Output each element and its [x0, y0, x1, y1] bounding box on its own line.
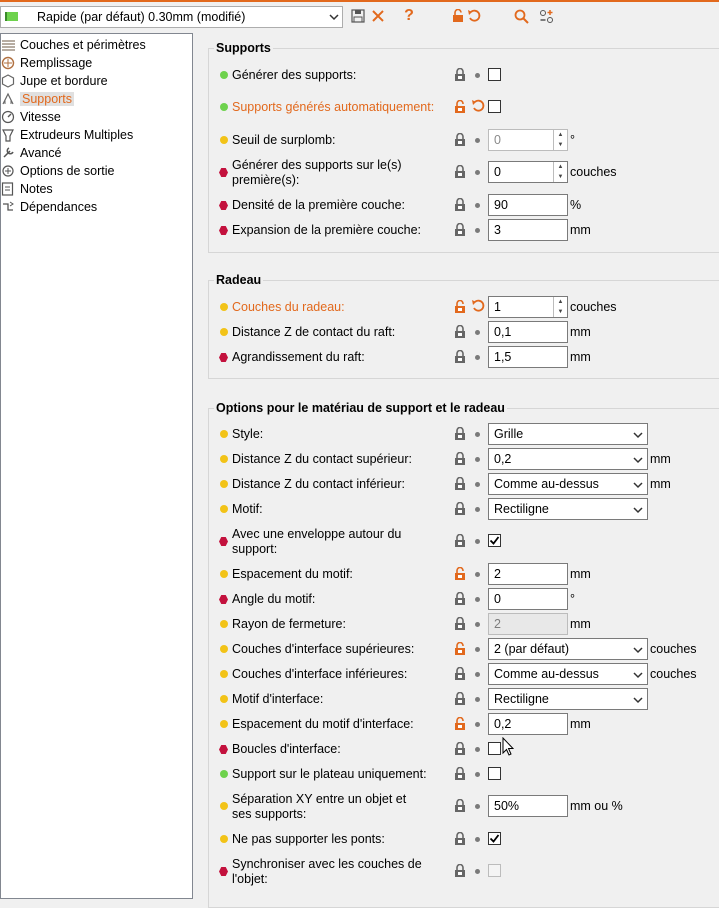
setting-label: Synchroniser avec les couches de l'objet:: [232, 857, 422, 886]
mode-red-dot-icon: [219, 201, 228, 210]
setting-row: [198, 638, 719, 660]
chevron-down-icon: [633, 695, 643, 705]
spin-down-icon[interactable]: ▼: [557, 309, 564, 315]
lock-icon[interactable]: [453, 223, 467, 237]
system-value-dot-icon: [475, 539, 480, 544]
system-value-dot-icon: [475, 228, 480, 233]
sidebar-item-advanced[interactable]: [1, 144, 61, 162]
setting-label: Motif d'interface:: [232, 692, 324, 706]
setting-text-input[interactable]: 2: [488, 563, 568, 585]
lock-icon[interactable]: [453, 667, 467, 681]
setting-label: Distance Z du contact supérieur:: [232, 452, 412, 466]
mode-yellow-dot-icon: [220, 645, 228, 653]
sidebar-item-output-options[interactable]: [1, 162, 115, 180]
system-value-dot-icon: [475, 203, 480, 208]
setting-label: Densité de la première couche:: [232, 198, 406, 212]
sidebar-item-label: Extrudeurs Multiples: [20, 128, 134, 142]
setting-row: [198, 321, 719, 343]
sidebar-item-label: Vitesse: [20, 110, 61, 124]
wrench-icon: [1, 146, 16, 161]
unlocked-icon[interactable]: [453, 642, 467, 656]
setting-combo-value: 0,2: [494, 452, 512, 466]
settings-category-tree: [0, 33, 193, 899]
spin-buttons[interactable]: [553, 130, 567, 150]
setting-checkbox[interactable]: [488, 534, 501, 547]
setting-label: Couches du radeau:: [232, 300, 345, 314]
setting-checkbox[interactable]: [488, 68, 501, 81]
unlocked-icon[interactable]: [453, 100, 467, 114]
lock-icon[interactable]: [453, 592, 467, 606]
mode-yellow-dot-icon: [220, 328, 228, 336]
mode-yellow-dot-icon: [220, 505, 228, 513]
system-value-dot-icon: [475, 432, 480, 437]
sidebar-item-notes[interactable]: [1, 180, 53, 198]
setting-unit: couches: [570, 300, 617, 314]
lock-icon[interactable]: [453, 165, 467, 179]
mode-yellow-dot-icon: [220, 802, 228, 810]
lock-icon[interactable]: [453, 325, 467, 339]
chevron-down-icon: [633, 670, 643, 680]
setting-label: Avec une enveloppe autour du support:: [232, 527, 402, 556]
setting-row: [198, 96, 719, 118]
system-value-dot-icon: [475, 647, 480, 652]
spin-up-icon[interactable]: ▲: [557, 164, 564, 170]
system-value-dot-icon: [475, 138, 480, 143]
support-icon: [1, 92, 16, 107]
checkmark-icon: [489, 535, 500, 546]
setting-row: [198, 857, 719, 886]
setting-row: [198, 792, 719, 821]
setting-row: [198, 158, 719, 187]
setting-unit: mm: [570, 717, 591, 731]
setting-row: [198, 613, 719, 635]
setting-label: Seuil de surplomb:: [232, 133, 336, 147]
mode-yellow-dot-icon: [220, 670, 228, 678]
system-value-dot-icon: [475, 722, 480, 727]
setting-unit: mm: [570, 350, 591, 364]
lock-icon[interactable]: [453, 799, 467, 813]
setting-label: Distance Z de contact du raft:: [232, 325, 396, 339]
setting-row: [198, 688, 719, 710]
system-value-dot-icon: [475, 672, 480, 677]
setting-spin-value: 1: [494, 300, 501, 314]
setting-unit: couches: [650, 642, 697, 656]
system-value-dot-icon: [475, 572, 480, 577]
setting-row: [198, 194, 719, 216]
system-value-dot-icon: [475, 747, 480, 752]
spin-up-icon[interactable]: ▲: [557, 132, 564, 138]
setting-label: Ne pas supporter les ponts:: [232, 832, 385, 846]
group-title-supports: Supports: [216, 41, 271, 55]
setting-label: Rayon de fermeture:: [232, 617, 346, 631]
chevron-down-icon: [633, 505, 643, 515]
extruder-icon: [1, 128, 16, 143]
lock-icon[interactable]: [453, 767, 467, 781]
sidebar-item-label: Avancé: [20, 146, 62, 160]
setting-checkbox[interactable]: [488, 832, 501, 845]
setting-text-input: 2: [488, 613, 568, 635]
sidebar-item-label: Options de sortie: [20, 164, 115, 178]
system-value-dot-icon: [475, 507, 480, 512]
spin-down-icon[interactable]: ▼: [557, 142, 564, 148]
unlocked-icon[interactable]: [453, 300, 467, 314]
mode-red-dot-icon: [219, 226, 228, 235]
setting-unit: mm: [650, 452, 671, 466]
lock-icon[interactable]: [453, 832, 467, 846]
setting-checkbox: [488, 864, 501, 877]
setting-label: Supports générés automatiquement:: [232, 100, 435, 114]
setting-combo-value: 2 (par défaut): [494, 642, 570, 656]
undo-icon[interactable]: [471, 299, 485, 313]
system-value-dot-icon: [475, 355, 480, 360]
mode-red-dot-icon: [219, 745, 228, 754]
search-icon[interactable]: [511, 6, 531, 26]
lock-icon[interactable]: [453, 452, 467, 466]
lock-icon[interactable]: [453, 350, 467, 364]
unlocked-icon[interactable]: [453, 717, 467, 731]
setting-combo-box[interactable]: [488, 448, 648, 470]
skirt-icon: [1, 74, 16, 89]
setting-combo-box[interactable]: [488, 663, 648, 685]
spin-down-icon[interactable]: ▼: [557, 174, 564, 180]
mode-yellow-dot-icon: [220, 455, 228, 463]
mode-red-dot-icon: [219, 867, 228, 876]
lock-icon[interactable]: [453, 502, 467, 516]
setting-label: Générer des supports sur le(s) première(s):: [232, 158, 402, 187]
setting-spin-value: 0: [494, 133, 501, 147]
setting-unit: mm: [570, 223, 591, 237]
system-value-dot-icon: [475, 73, 480, 78]
notes-icon: [1, 182, 16, 197]
sidebar-item-supports[interactable]: [1, 90, 74, 108]
sidebar-item-multiple-extruders[interactable]: [1, 126, 133, 144]
setting-row: [198, 498, 719, 520]
group-title-support-material: Options pour le matériau de support et le radeau: [216, 401, 505, 415]
setting-checkbox[interactable]: [488, 100, 501, 113]
lock-icon[interactable]: [453, 692, 467, 706]
mode-green-dot-icon: [220, 770, 228, 778]
chevron-down-icon: [329, 12, 339, 22]
mouse-cursor-icon: [502, 737, 514, 757]
sidebar-item-label: Supports: [22, 92, 73, 106]
setting-row: [198, 763, 719, 785]
mode-yellow-dot-icon: [220, 303, 228, 311]
lock-icon[interactable]: [453, 534, 467, 548]
lock-icon[interactable]: [453, 133, 467, 147]
setting-text-input[interactable]: 0,2: [488, 713, 568, 735]
sidebar-item-label: Dépendances: [20, 200, 98, 214]
sidebar-item-label: Remplissage: [20, 56, 93, 70]
system-value-dot-icon: [475, 772, 480, 777]
lock-icon[interactable]: [453, 427, 467, 441]
setting-unit: °: [570, 133, 575, 147]
mode-green-dot-icon: [220, 103, 228, 111]
setting-label: Séparation XY entre un objet et ses supports:: [232, 792, 407, 821]
undo-icon[interactable]: [471, 99, 485, 113]
system-value-dot-icon: [475, 457, 480, 462]
compare-icon[interactable]: [536, 6, 556, 26]
setting-checkbox[interactable]: [488, 742, 501, 755]
setting-text-input[interactable]: 50%: [488, 795, 568, 817]
sidebar-item-dependencies[interactable]: [1, 198, 97, 216]
lock-icon[interactable]: [453, 198, 467, 212]
sidebar-item-speed[interactable]: [1, 108, 61, 126]
setting-label: Style:: [232, 427, 264, 441]
setting-row: [198, 219, 719, 241]
dependency-icon: [1, 200, 16, 215]
sidebar-item-label: Notes: [20, 182, 53, 196]
setting-label: Espacement du motif d'interface:: [232, 717, 414, 731]
setting-unit: mm: [570, 617, 591, 631]
lock-icon[interactable]: [453, 68, 467, 82]
setting-row: [198, 713, 719, 735]
setting-row: [198, 527, 719, 556]
mode-yellow-dot-icon: [220, 570, 228, 578]
setting-row: [198, 563, 719, 585]
help-icon[interactable]: ?: [404, 7, 414, 24]
setting-label: Angle du motif:: [232, 592, 316, 606]
setting-label: Couches d'interface supérieures:: [232, 642, 415, 656]
setting-combo-box[interactable]: [488, 688, 648, 710]
setting-combo-value: Comme au-dessus: [494, 477, 599, 491]
mode-yellow-dot-icon: [220, 695, 228, 703]
setting-spin-value: 0: [494, 165, 501, 179]
system-value-dot-icon: [475, 622, 480, 627]
settings-page: [198, 33, 719, 904]
chevron-down-icon: [633, 455, 643, 465]
mode-red-dot-icon: [219, 168, 228, 177]
setting-unit: couches: [650, 667, 697, 681]
setting-row: [198, 129, 719, 151]
setting-label: Boucles d'interface:: [232, 742, 341, 756]
sidebar-item-skirt[interactable]: [1, 72, 108, 90]
setting-label: Motif:: [232, 502, 263, 516]
system-value-dot-icon: [475, 697, 480, 702]
infill-icon: [1, 56, 16, 71]
setting-label: Générer des supports:: [232, 68, 357, 82]
setting-combo-value: Rectiligne: [494, 502, 549, 516]
sidebar-item-infill[interactable]: [1, 54, 92, 72]
mode-green-dot-icon: [220, 71, 228, 79]
setting-unit: mm ou %: [570, 799, 623, 813]
setting-label: Support sur le plateau uniquement:: [232, 767, 427, 781]
chevron-down-icon: [633, 480, 643, 490]
checkmark-icon: [489, 833, 500, 844]
setting-label: Espacement du motif:: [232, 567, 353, 581]
lock-icon[interactable]: [453, 742, 467, 756]
setting-row: [198, 64, 719, 86]
setting-label: Distance Z du contact inférieur:: [232, 477, 405, 491]
setting-unit: mm: [570, 325, 591, 339]
layers-icon: [1, 38, 16, 53]
setting-row: [198, 828, 719, 850]
mode-yellow-dot-icon: [220, 720, 228, 728]
setting-combo-value: Rectiligne: [494, 692, 549, 706]
setting-label: Expansion de la première couche:: [232, 223, 422, 237]
setting-row: [198, 448, 719, 470]
system-value-dot-icon: [475, 597, 480, 602]
spin-up-icon[interactable]: ▲: [557, 299, 564, 305]
delete-icon[interactable]: [368, 6, 388, 26]
setting-combo-box[interactable]: [488, 638, 648, 660]
chevron-down-icon: [633, 430, 643, 440]
setting-combo-value: Comme au-dessus: [494, 667, 599, 681]
setting-text-input[interactable]: 1,5: [488, 346, 568, 368]
preset-select[interactable]: [0, 6, 343, 28]
toolbar: [0, 2, 719, 32]
system-value-dot-icon: [475, 482, 480, 487]
undo-icon[interactable]: [464, 6, 484, 26]
lock-icon[interactable]: [453, 864, 467, 878]
mode-yellow-dot-icon: [220, 835, 228, 843]
mode-red-dot-icon: [219, 595, 228, 604]
sidebar-item-layers[interactable]: [1, 36, 146, 54]
sidebar-item-label: Jupe et bordure: [20, 74, 108, 88]
setting-row: [198, 296, 719, 318]
flag-icon: [5, 12, 18, 21]
setting-spin-input[interactable]: [488, 296, 568, 318]
setting-text-input[interactable]: 0: [488, 588, 568, 610]
setting-text-input[interactable]: 0,1: [488, 321, 568, 343]
setting-combo-box[interactable]: [488, 498, 648, 520]
lock-icon[interactable]: [453, 477, 467, 491]
setting-checkbox[interactable]: [488, 767, 501, 780]
setting-row: [198, 423, 719, 445]
setting-combo-box[interactable]: [488, 473, 648, 495]
setting-unit: %: [570, 198, 582, 212]
mode-yellow-dot-icon: [220, 620, 228, 628]
group-title-raft: Radeau: [216, 273, 262, 287]
mode-red-dot-icon: [219, 353, 228, 362]
sidebar-item-label: Couches et périmètres: [20, 38, 146, 52]
output-icon: [1, 164, 16, 179]
unlocked-icon[interactable]: [453, 567, 467, 581]
mode-red-dot-icon: [219, 537, 228, 546]
save-icon[interactable]: [348, 6, 368, 26]
setting-row: [198, 346, 719, 368]
system-value-dot-icon: [475, 869, 480, 874]
system-value-dot-icon: [475, 330, 480, 335]
chevron-down-icon: [633, 645, 643, 655]
setting-spin-input: [488, 129, 568, 151]
system-value-dot-icon: [475, 804, 480, 809]
mode-yellow-dot-icon: [220, 430, 228, 438]
speed-icon: [1, 110, 16, 125]
lock-icon[interactable]: [453, 617, 467, 631]
setting-spin-input[interactable]: [488, 161, 568, 183]
setting-unit: mm: [650, 477, 671, 491]
setting-row: [198, 738, 719, 760]
mode-yellow-dot-icon: [220, 480, 228, 488]
spin-buttons[interactable]: [553, 297, 567, 317]
setting-label: Couches d'interface inférieures:: [232, 667, 408, 681]
setting-combo-value: Grille: [494, 427, 524, 441]
spin-buttons[interactable]: [553, 162, 567, 182]
setting-text-input[interactable]: 3: [488, 219, 568, 241]
setting-unit: couches: [570, 165, 617, 179]
system-value-dot-icon: [475, 837, 480, 842]
setting-combo-box[interactable]: [488, 423, 648, 445]
mode-yellow-dot-icon: [220, 136, 228, 144]
preset-select-value: Rapide (par défaut) 0.30mm (modifié): [37, 10, 246, 24]
system-value-dot-icon: [475, 170, 480, 175]
setting-unit: mm: [570, 567, 591, 581]
setting-unit: °: [570, 592, 575, 606]
setting-row: [198, 473, 719, 495]
setting-text-input[interactable]: 90: [488, 194, 568, 216]
setting-row: [198, 663, 719, 685]
setting-label: Agrandissement du raft:: [232, 350, 365, 364]
setting-row: [198, 588, 719, 610]
